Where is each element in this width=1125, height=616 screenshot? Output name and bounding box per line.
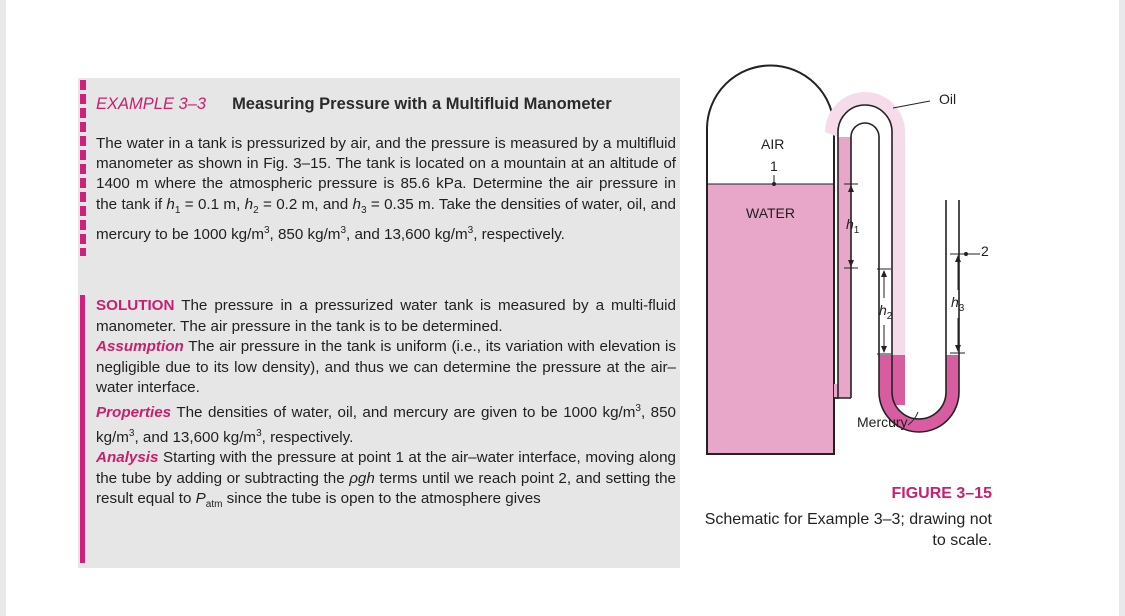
assumption-text: The air pressure in the tank is uniform (i.e., its variation with elevation is negligible due to its low density), and thus we can determine the pressure at the air–water interface.: [96, 338, 676, 397]
properties-text-4: , respectively.: [261, 428, 354, 446]
label-mercury: Mercury: [857, 414, 908, 430]
analysis-text-3: since the tube is open to the atmosphere gives: [222, 490, 541, 508]
label-point-1: 1: [770, 158, 778, 174]
mercury-left-fill: [892, 355, 905, 405]
solution-text: The pressure in a pressurized water tank is measured by a multi-fluid manometer. The air pressure in the tank is to be determined.: [96, 297, 676, 335]
label-point-2: 2: [981, 243, 989, 259]
var-h1: h: [166, 195, 175, 213]
figure-caption-body: Schematic for Example 3–3; drawing not to scale.: [704, 511, 992, 549]
label-h2-var: h: [879, 302, 887, 318]
label-h2-sub: 2: [886, 310, 893, 322]
label-h3: [951, 294, 964, 314]
assumption-label: Assumption: [96, 338, 184, 356]
properties-label: Properties: [96, 404, 172, 422]
h3-arrow-up: [955, 255, 961, 262]
figure-caption-title: FIGURE 3–15: [891, 485, 992, 502]
h2-arrow-down: [881, 346, 887, 353]
label-oil: Oil: [939, 91, 957, 107]
var-h2-sub: 2: [253, 204, 259, 216]
problem-text-4: , respectively.: [473, 225, 565, 243]
label-air: AIR: [761, 136, 785, 152]
problem-text-2: , 850 kg/m: [269, 225, 341, 243]
h3-value: = 0.35 m. Take the densities of water, oil, and mercury to be 1000 kg/m: [96, 195, 676, 243]
label-h3-sub: 3: [958, 302, 965, 314]
h2-value: = 0.2 m, and: [258, 195, 353, 213]
properties-text-3: , and 13,600 kg/m: [134, 428, 257, 446]
tank-water: [707, 184, 834, 454]
var-h2: h: [244, 195, 254, 213]
label-water: WATER: [746, 205, 795, 221]
problem-text-3: , and 13,600 kg/m: [346, 225, 468, 243]
label-h1: [846, 216, 859, 236]
point-1-dot: [772, 182, 776, 186]
p-atm-sub: atm: [205, 499, 223, 511]
mercury-right-fill: [946, 355, 959, 395]
point-2-dot: [964, 252, 968, 256]
var-h3-sub: 3: [360, 204, 367, 216]
analysis-text-1: Starting with the pressure at point 1 at the air–water interface, moving along the tube by adding or subtracting the: [96, 449, 676, 487]
var-h3: h: [352, 195, 361, 213]
prop-sup-3: 3: [256, 427, 262, 439]
h1-value: = 0.1 m,: [180, 195, 245, 213]
var-h1-sub: 1: [174, 204, 181, 216]
label-h2: [879, 302, 892, 322]
sup-1: 3: [263, 224, 270, 236]
h3-arrow-down: [955, 345, 961, 352]
label-h3-var: h: [951, 294, 959, 310]
analysis-text-2: terms until we reach point 2, and setting the result equal to: [96, 469, 677, 508]
p-atm: P: [195, 490, 206, 508]
solution-label: SOLUTION: [96, 297, 175, 314]
prop-sup-2: 3: [128, 427, 135, 439]
oil-leader: [893, 101, 930, 108]
example-label: EXAMPLE 3–3: [96, 95, 207, 113]
analysis-label: Analysis: [96, 449, 159, 467]
sup-2: 3: [340, 224, 347, 236]
h2-arrow-up: [881, 270, 887, 277]
problem-text-1: The water in a tank is pressurized by air, and the pressure is measured by a multifluid manometer as shown in Fig. 3–15. The tank is located on a mountain at an altitude of 1400 m where the atmospheric pressure is 85.6 kPa. Determine the air pressure in the tank if: [96, 135, 676, 213]
sup-3: 3: [467, 224, 474, 236]
properties-text-1: The densities of water, oil, and mercury are given to be 1000 kg/m: [171, 404, 636, 422]
example-title: Measuring Pressure with a Multifluid Manometer: [232, 95, 612, 113]
properties-text-2: , 850 kg/m: [96, 404, 676, 446]
rho-gh: ρgh: [349, 469, 375, 487]
label-h1-sub: 1: [853, 224, 860, 236]
label-h1-var: h: [846, 216, 854, 232]
prop-sup-1: 3: [635, 402, 641, 414]
